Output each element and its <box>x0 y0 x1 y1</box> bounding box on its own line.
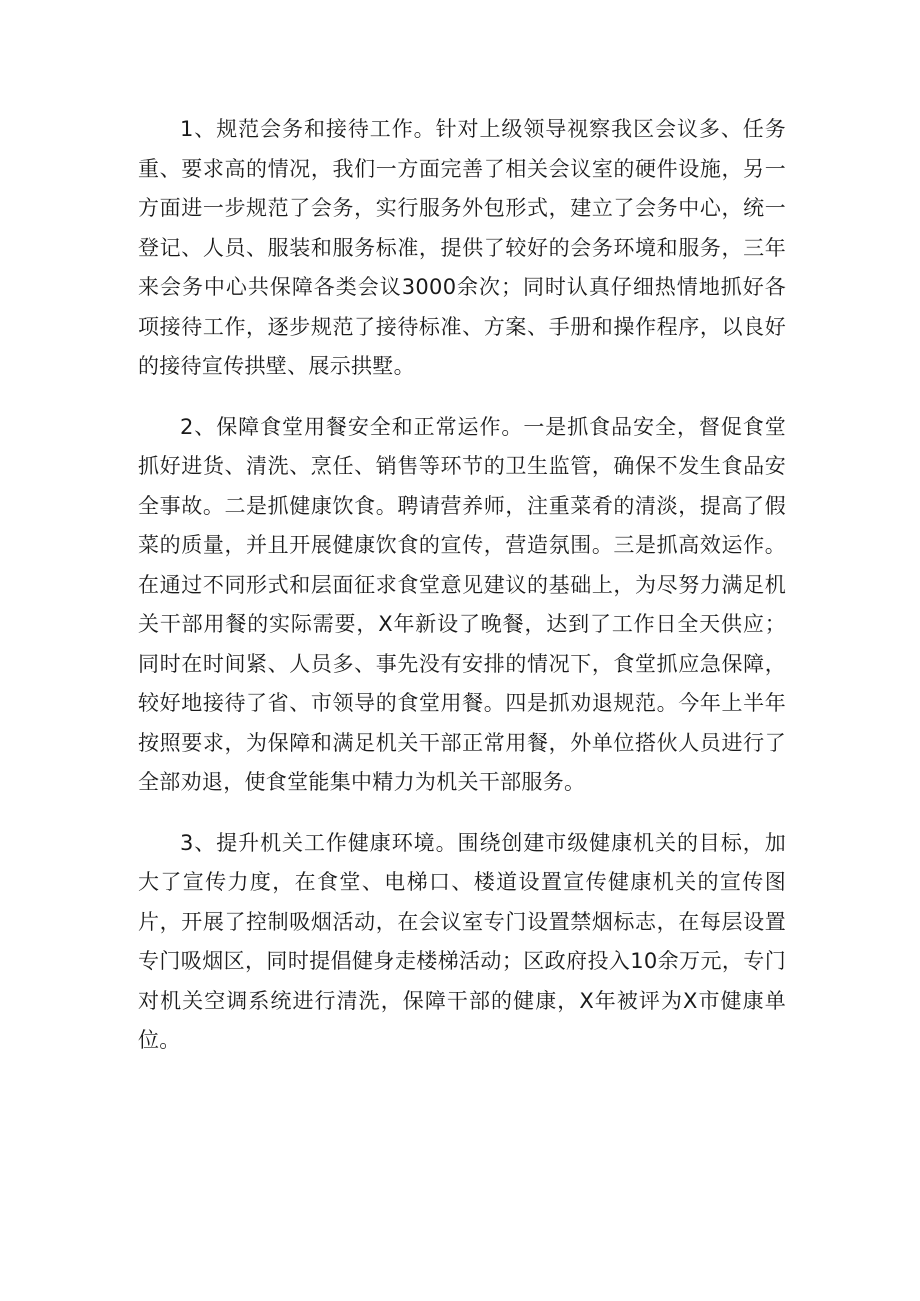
paragraph-canteen-safety: 2、保障食堂用餐安全和正常运作。一是抓食品安全，督促食堂抓好进货、清洗、烹任、销售等环节的卫生监管，确保不发生食品安全事故。二是抓健康饮食。聘请营养师，注重菜肴的清淡，提高了假菜的质量，并且开展健康饮食的宣传，营造氛围。三是抓高效运作。在通过不同形式和层面征求食堂意见建议的基础上，为尽努力满足机关干部用餐的实际需要，X年新设了晚餐，达到了工作日全天供应；同时在时间紧、人员多、事先没有安排的情况下，食堂抓应急保障，较好地接待了省、市领导的食堂用餐。四是抓劝退规范。今年上半年按照要求，为保障和满足机关干部正常用餐，外单位搭伙人员进行了全部劝退，使食堂能集中精力为机关干部服务。 <box>138 414 786 794</box>
paragraph-conference-reception: 1、规范会务和接待工作。针对上级领导视察我区会议多、任务重、要求高的情况，我们一方面完善了相关会议室的硬件设施，另一方面进一步规范了会务，实行服务外包形式，建立了会务中心，统一登记、人员、服装和服务标准，提供了较好的会务环境和服务，三年来会务中心共保障各类会议3000余次；同时认真仔细热情地抓好各项接待工作，逐步规范了接待标准、方案、手册和操作程序，以良好的接待宣传拱壁、展示拱墅。 <box>138 117 786 378</box>
document-body <box>138 110 786 1061</box>
paragraph-health-environment: 3、提升机关工作健康环境。围绕创建市级健康机关的目标，加大了宣传力度，在食堂、电梯口、楼道设置宣传健康机关的宣传图片，开展了控制吸烟活动，在会议室专门设置禁烟标志，在每层设置专门吸烟区，同时提倡健身走楼梯活动；区政府投入10余万元，专门对机关空调系统进行清洗，保障干部的健康，X年被评为X市健康单位。 <box>138 830 786 1052</box>
